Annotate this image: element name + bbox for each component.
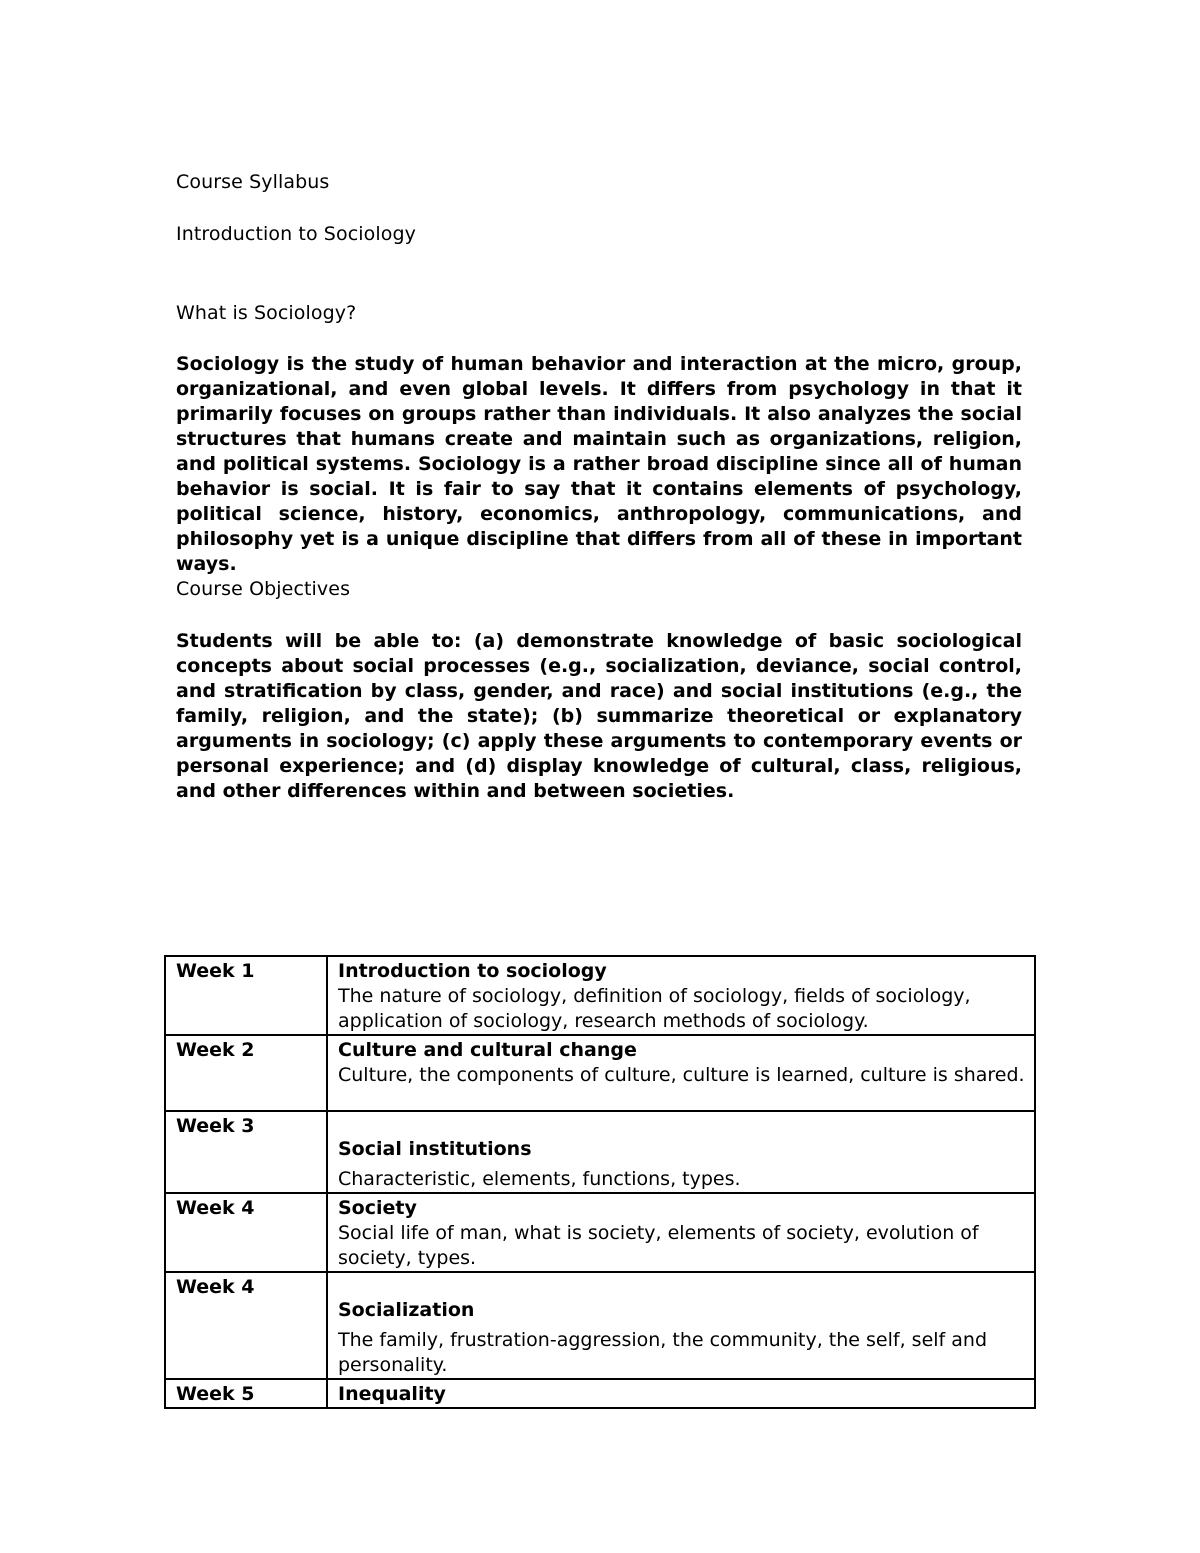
topic-description: Social life of man, what is society, elements of society, evolution of society, types. [338, 1222, 979, 1269]
week-label: Week 1 [165, 956, 327, 1035]
course-name: Introduction to Sociology [176, 223, 416, 245]
table-row [165, 1111, 1035, 1193]
topic-cell [327, 1379, 1035, 1408]
topic-title: Culture and cultural change [338, 1039, 637, 1061]
section-body-course-objectives: Students will be able to: (a) demonstrate knowledge of basic sociological concepts about social processes (e.g., socialization, deviance, social control, and stratification by class, gender, and race) and social institutions (e.g., the family, religion, and the state); (b) summarize theoretical or explanatory arguments in sociology; (c) apply these arguments to contemporary events or personal experience; and (d) display knowledge of cultural, class, religious, and other differences within and between societies. [176, 630, 1022, 802]
table-row [165, 956, 1035, 1035]
topic-cell [327, 956, 1035, 1035]
section-heading-what-is-sociology: What is Sociology? [176, 302, 357, 324]
topic-cell [327, 1111, 1035, 1193]
topic-cell [327, 1193, 1035, 1272]
table-row [165, 1193, 1035, 1272]
topic-title: Society [338, 1197, 417, 1219]
table-row [165, 1035, 1035, 1111]
topic-cell [327, 1272, 1035, 1379]
topic-description: The nature of sociology, definition of sociology, fields of sociology, application of sociology, research methods of sociology. [338, 985, 971, 1032]
topic-title: Social institutions [338, 1138, 532, 1160]
topic-description: The family, frustration-aggression, the community, the self, self and personality. [338, 1329, 988, 1376]
table-row [165, 1272, 1035, 1379]
topic-title: Introduction to sociology [338, 960, 607, 982]
topic-description: Culture, the components of culture, culture is learned, culture is shared. [338, 1064, 1025, 1086]
week-label: Week 2 [165, 1035, 327, 1111]
week-label: Week 4 [165, 1193, 327, 1272]
week-label: Week 3 [165, 1111, 327, 1193]
topic-title: Inequality [338, 1383, 446, 1405]
week-label: Week 4 [165, 1272, 327, 1379]
weekly-schedule-table [164, 955, 1036, 1409]
document-title: Course Syllabus [176, 171, 330, 193]
section-heading-course-objectives: Course Objectives [176, 578, 351, 600]
table-row [165, 1379, 1035, 1408]
topic-title: Socialization [338, 1299, 475, 1321]
topic-cell [327, 1035, 1035, 1111]
week-label: Week 5 [165, 1379, 327, 1408]
topic-description: Characteristic, elements, functions, types. [338, 1168, 741, 1190]
section-body-what-is-sociology: Sociology is the study of human behavior and interaction at the micro, group, organizational, and even global levels. It differs from psychology in that it primarily focuses on groups rather than individuals. It also analyzes the social structures that humans create and maintain such as organizations, religion, and political systems. Sociology is a rather broad discipline since all of human behavior is social. It is fair to say that it contains elements of psychology, political science, history, economics, anthropology, communications, and philosophy yet is a unique discipline that differs from all of these in important ways. [176, 353, 1022, 575]
